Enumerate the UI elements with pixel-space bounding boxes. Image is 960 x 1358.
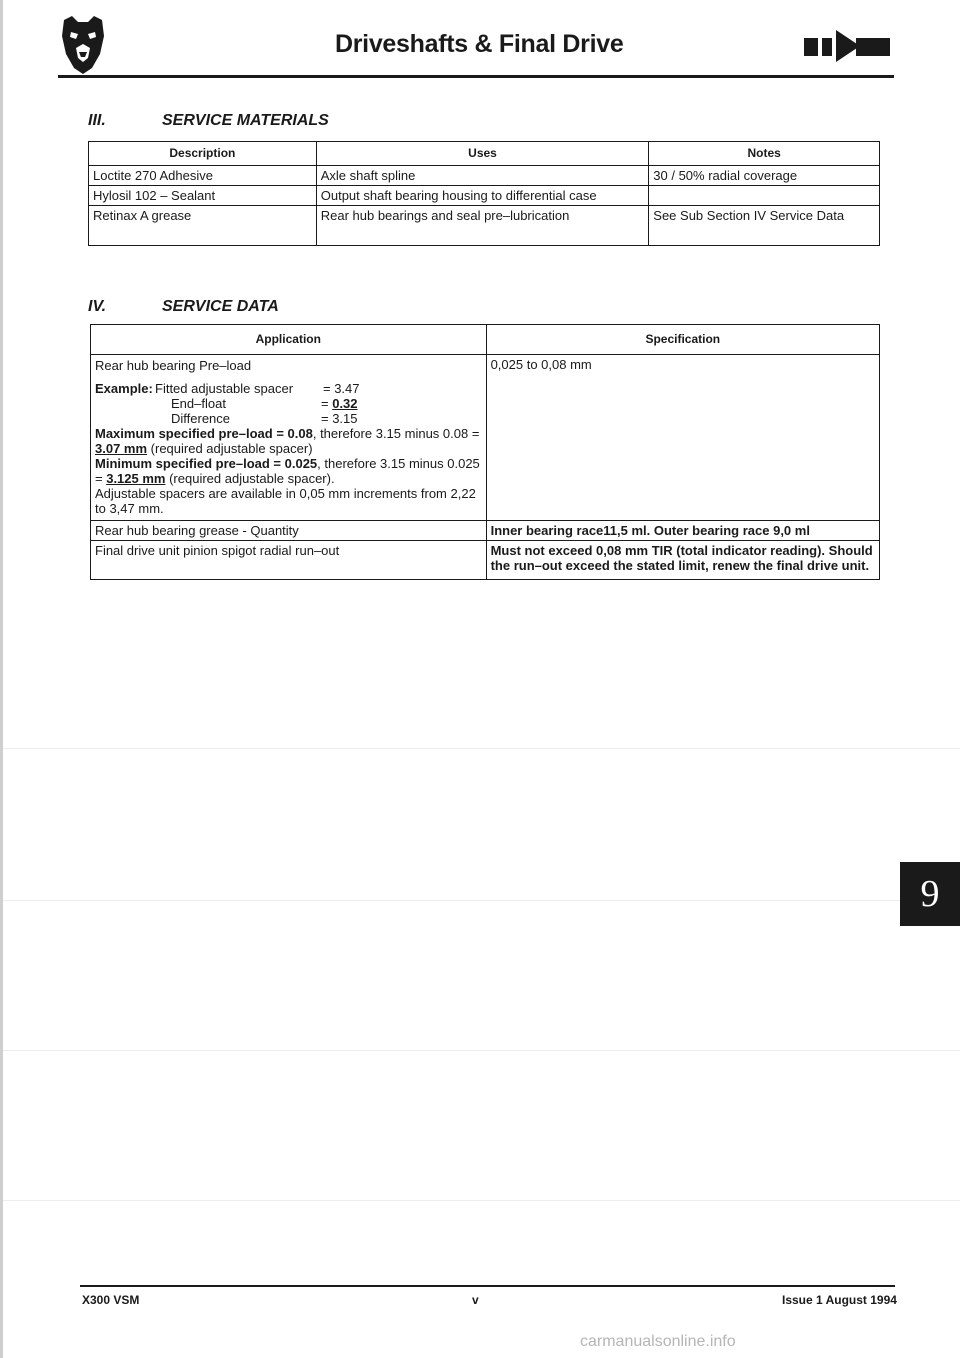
table-cell: Loctite 270 Adhesive — [89, 166, 317, 186]
table-cell: Output shaft bearing housing to differential case — [316, 186, 649, 206]
max-preload-text — [95, 426, 482, 456]
table-cell: Rear hub bearing grease - Quantity — [91, 521, 487, 541]
max-preload-bold: Maximum specified pre–load = 0.08 — [95, 426, 313, 441]
section-title: SERVICE DATA — [162, 298, 279, 315]
section-heading-service-materials — [88, 112, 329, 130]
example-value: 0.32 — [332, 396, 358, 411]
table-cell: 30 / 50% radial coverage — [649, 166, 880, 186]
table-row — [89, 186, 880, 206]
section-number: III. — [88, 112, 106, 129]
example-name: End–float — [171, 396, 226, 411]
example-name: Difference — [171, 411, 231, 426]
table-header-row — [91, 325, 880, 355]
runout-spec-bold: 0,08 mm — [596, 543, 649, 558]
min-preload-text-part: , therefore 3.15 minus 0.025 = — [95, 456, 480, 486]
divider — [0, 748, 960, 749]
min-preload-result: 3.125 mm — [106, 471, 166, 486]
example-name: Fitted adjustable spacer — [155, 381, 294, 396]
max-preload-text-part: , therefore 3.15 minus 0.08 = — [312, 426, 480, 441]
table-cell: Axle shaft spline — [316, 166, 649, 186]
column-header: Application — [91, 325, 487, 355]
section-number: IV. — [88, 298, 107, 315]
example-value-prefix: = — [321, 396, 333, 411]
example-value: = 3.47 — [323, 381, 360, 396]
min-preload-text-part: (required adjustable spacer). — [165, 471, 335, 486]
footer-issue-date: Issue 1 August 1994 — [782, 1293, 897, 1307]
section-title: SERVICE MATERIALS — [162, 112, 329, 129]
max-preload-text-part: (required adjustable spacer) — [147, 441, 313, 456]
divider — [0, 1200, 960, 1201]
section-tab: 9 — [900, 862, 960, 926]
example-line — [95, 396, 482, 411]
service-materials-table — [88, 141, 880, 246]
watermark: carmanualsonline.info — [580, 1333, 736, 1350]
footer-manual-code: X300 VSM — [82, 1293, 140, 1307]
table-row — [89, 206, 880, 246]
column-header: Notes — [649, 142, 880, 166]
section-heading-service-data — [88, 298, 279, 316]
table-cell: See Sub Section IV Service Data — [649, 206, 880, 246]
runout-spec-text: TIR (total indicator reading). Should the run–out exceed the stated limit, renew the final drive unit. — [490, 543, 873, 573]
max-preload-result: 3.07 mm — [95, 441, 148, 456]
divider — [0, 1050, 960, 1051]
table-cell: Rear hub bearings and seal pre–lubrication — [316, 206, 649, 246]
footer-page-number: v — [472, 1293, 479, 1307]
min-preload-text — [95, 456, 482, 486]
example-value: = 3.15 — [321, 411, 358, 426]
preload-label: Rear hub bearing Pre–load — [95, 358, 252, 373]
column-header: Specification — [486, 325, 879, 355]
service-data-table — [90, 324, 880, 580]
example-label: Example: — [95, 381, 153, 396]
footer-rule — [80, 1285, 895, 1287]
jaguar-head-logo-icon — [58, 14, 108, 76]
example-line — [95, 411, 482, 426]
table-cell: Retinax A grease — [89, 206, 317, 246]
table-cell: Final drive unit pinion spigot radial run–out — [91, 541, 487, 580]
availability-text: Adjustable spacers are available in 0,05 mm increments from 2,22 to 3,47 mm. — [95, 486, 476, 516]
column-header: Uses — [316, 142, 649, 166]
table-row — [91, 521, 880, 541]
page-edge — [0, 0, 3, 1358]
table-row — [91, 541, 880, 580]
divider — [0, 900, 960, 901]
table-cell: Inner bearing race11,5 ml. Outer bearing race 9,0 ml — [486, 521, 879, 541]
min-preload-bold: Minimum specified pre–load = 0.025 — [95, 456, 318, 471]
header-rule — [58, 75, 894, 78]
table-cell: 0,025 to 0,08 mm — [486, 355, 879, 521]
next-section-arrow-icon — [804, 26, 892, 66]
table-cell — [91, 355, 487, 521]
page-title: Driveshafts & Final Drive — [335, 30, 624, 58]
runout-spec-text: Must not exceed — [490, 543, 597, 558]
table-cell — [486, 541, 879, 580]
example-line — [95, 381, 482, 396]
table-cell: Hylosil 102 – Sealant — [89, 186, 317, 206]
table-cell — [649, 186, 880, 206]
table-header-row — [89, 142, 880, 166]
table-row — [89, 166, 880, 186]
table-row — [91, 355, 880, 521]
column-header: Description — [89, 142, 317, 166]
